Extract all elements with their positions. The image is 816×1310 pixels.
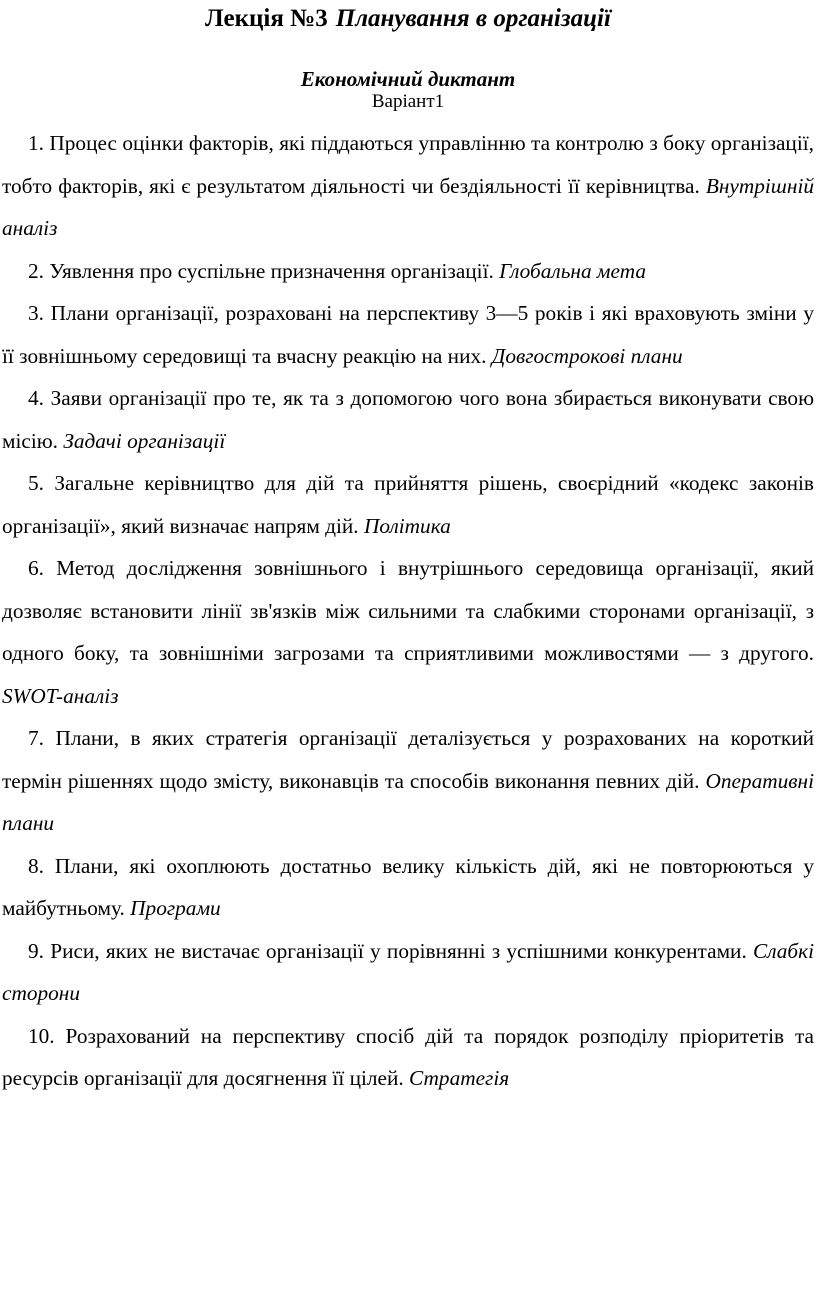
question-text: Риси, яких не вистачає організації у порівнянні з успішними конкурентами. <box>50 938 747 963</box>
question-text: Процес оцінки факторів, які піддаються управлінню та контролю з боку організації, тобто факторів, які є результатом діяльності чи бездіяльності її керівництва. <box>2 131 814 198</box>
question-answer: Задачі організації <box>63 428 226 453</box>
question-number: 2. <box>28 258 44 283</box>
question-number: 8. <box>28 853 44 878</box>
question-answer: Глобальна мета <box>499 258 646 283</box>
lecture-number: Лекція №3 <box>205 5 328 32</box>
question-text: Заяви організації про те, як та з допомогою чого вона збирається виконувати свою місію. <box>2 386 814 453</box>
question-number: 9. <box>28 938 44 963</box>
question-answer: SWOT-аналіз <box>2 683 119 708</box>
question-answer: Слабкі сторони <box>2 938 815 1005</box>
question-number: 6. <box>28 556 44 580</box>
question-answer: Довгострокові плани <box>491 343 683 368</box>
question-text: Уявлення про суспільне призначення організації. <box>49 258 494 283</box>
dictation-heading: Економічний диктант <box>300 67 516 91</box>
question-number: 3. <box>28 301 44 325</box>
question-item <box>2 292 814 377</box>
question-item <box>2 250 814 293</box>
question-item <box>2 845 814 930</box>
question-item <box>2 122 814 250</box>
question-text: Плани організації, розраховані на перспективу 3—5 років і які враховують зміни у її зовнішньому середовищі та вчасну реакцію на них. <box>2 301 814 368</box>
question-item <box>2 717 814 845</box>
question-text: Плани, які охоплюють достатньо велику кількість дій, які не повторюються у майбутньому. <box>2 853 815 920</box>
question-answer: Політика <box>363 513 451 538</box>
lecture-topic: Планування в організації <box>335 5 611 32</box>
question-number: 10. <box>28 1023 55 1048</box>
question-number: 1. <box>28 131 44 155</box>
question-item <box>2 377 814 462</box>
question-answer: Програми <box>130 896 221 920</box>
question-item <box>2 462 814 547</box>
question-item <box>2 930 814 1015</box>
question-answer: Оперативні плани <box>2 768 814 835</box>
question-list <box>2 122 814 1100</box>
question-text: Плани, в яких стратегія організації деталізується у розрахованих на короткий термін рішеннях щодо змісту, виконавців та способів виконання певних дій. <box>2 726 814 793</box>
question-number: 4. <box>28 386 44 410</box>
page-title <box>2 4 814 34</box>
question-number: 5. <box>28 471 44 495</box>
question-item <box>2 547 814 717</box>
question-item <box>2 1015 814 1100</box>
question-text: Розрахований на перспективу спосіб дій та порядок розподілу пріоритетів та ресурсів організації для досягнення її цілей. <box>2 1023 814 1090</box>
question-number: 7. <box>28 726 44 750</box>
question-text: Метод дослідження зовнішнього і внутрішнього середовища організації, який дозволяє встановити лінії зв'язків між сильними та слабкими сторонами організації, з одного боку, та зовнішніми загрозами та сприятливими можливостями — з другого. <box>2 556 814 665</box>
question-answer: Внутрішній аналіз <box>2 173 815 240</box>
question-answer: Стратегія <box>409 1066 510 1090</box>
question-text: Загальне керівництво для дій та прийняття рішень, своєрідний «кодекс законів організації», який визначає напрям дій. <box>2 471 814 538</box>
variant-label: Варіант1 <box>371 91 445 112</box>
